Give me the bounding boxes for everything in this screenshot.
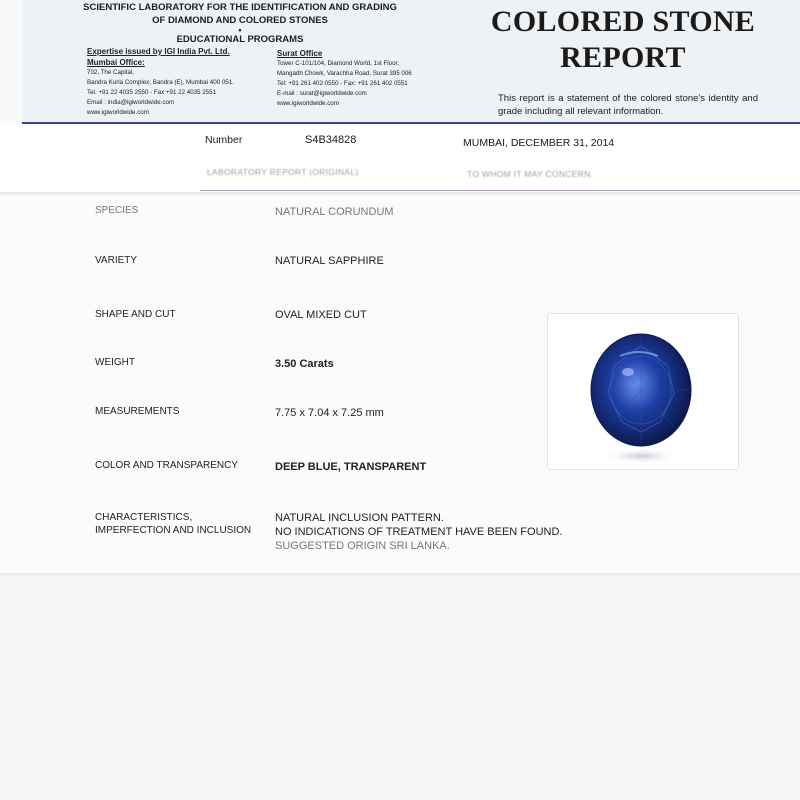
- surat-email: E-mail : surat@igiworldwide.com: [277, 90, 367, 97]
- characteristics-label: [95, 511, 251, 537]
- blank-lower-area: [0, 573, 800, 800]
- header-page-edge: [0, 0, 22, 130]
- measurements-label: MEASUREMENTS: [95, 406, 180, 417]
- mumbai-address-line1: 702, The Capital,: [87, 69, 135, 76]
- variety-value: NATURAL SAPPHIRE: [275, 255, 384, 267]
- weight-label: WEIGHT: [95, 357, 135, 368]
- species-label: SPECIES: [95, 205, 139, 216]
- characteristics-value-line3: SUGGESTED ORIGIN SRI LANKA.: [275, 540, 450, 552]
- lab-title-line2: OF DIAMOND AND COLORED STONES: [152, 15, 328, 26]
- lower-fold-shadow: [0, 573, 800, 577]
- characteristics-label-line2: IMPERFECTION AND INCLUSION: [95, 525, 252, 536]
- laboratory-report-original: LABORATORY REPORT (ORIGINAL): [207, 167, 359, 177]
- mumbai-address-line2: Bandra Kurla Complex, Bandra (E), Mumbai 400 051.: [87, 79, 234, 86]
- report-title: [468, 4, 778, 76]
- lab-title-line3: EDUCATIONAL PROGRAMS: [176, 34, 304, 45]
- shape-cut-label: SHAPE AND CUT: [95, 309, 176, 320]
- report-number-band: [0, 124, 800, 192]
- report-title-line1: COLORED STONE: [490, 5, 756, 38]
- report-description: This report is a statement of the colored stone's identity and grade including all relevant information.: [498, 93, 758, 117]
- lab-title-line1: SCIENTIFIC LABORATORY FOR THE IDENTIFICATION AND GRADING: [83, 2, 397, 13]
- mumbai-office-heading: Mumbai Office:: [87, 58, 145, 67]
- surat-office-block: [277, 48, 457, 109]
- report-number-label: Number: [205, 134, 243, 146]
- characteristics-value-line2: NO INDICATIONS OF TREATMENT HAVE BEEN FOUND.: [275, 526, 563, 538]
- variety-label: VARIETY: [95, 255, 138, 266]
- characteristics-value-line1: NATURAL INCLUSION PATTERN.: [275, 512, 444, 524]
- report-title-line2: REPORT: [560, 41, 686, 74]
- number-band-divider: [200, 190, 800, 191]
- report-number-value: S4B34828: [305, 134, 357, 146]
- mumbai-phone: Tel. +91 22 4035 2550 - Fax +91 22 4035 2551: [87, 89, 217, 96]
- sapphire-gem-icon: [548, 314, 738, 469]
- lab-title-bullet: •: [238, 25, 242, 35]
- species-value: NATURAL CORUNDUM: [275, 206, 394, 218]
- mumbai-website: www.igiworldwide.com: [87, 109, 149, 116]
- shape-cut-value: OVAL MIXED CUT: [275, 309, 367, 321]
- measurements-value: 7.75 x 7.04 x 7.25 mm: [275, 407, 384, 419]
- to-whom-it-may-concern: TO WHOM IT MAY CONCERN.: [467, 169, 594, 179]
- issuing-company: Expertise issued by IGI India Pvt. Ltd.: [87, 47, 230, 56]
- weight-value: 3.50 Carats: [275, 358, 334, 370]
- surat-office-heading: Surat Office: [277, 49, 323, 58]
- mumbai-email: Email : india@igiworldwide.com: [87, 99, 175, 106]
- surat-website: www.igiworldwide.com: [277, 100, 339, 107]
- surat-address-line2: Mangadh Chowk, Varachha Road, Surat 395 006: [277, 70, 412, 77]
- characteristics-value: [275, 511, 562, 553]
- color-transparency-label: COLOR AND TRANSPARENCY: [95, 460, 238, 471]
- surat-phone: Tel: +91 261 402 0550 - Fax: +91 261 402 0551: [277, 80, 408, 87]
- report-date: MUMBAI, DECEMBER 31, 2014: [463, 137, 615, 149]
- laboratory-title: [60, 1, 420, 46]
- mumbai-office-block: [87, 46, 277, 118]
- surat-address-line1: Tower C-101/104, Diamond World, 1st Floor,: [277, 60, 399, 67]
- color-transparency-value: DEEP BLUE, TRANSPARENT: [275, 461, 427, 473]
- gem-photo-frame: [547, 313, 739, 470]
- characteristics-label-line1: CHARACTERISTICS,: [95, 512, 193, 523]
